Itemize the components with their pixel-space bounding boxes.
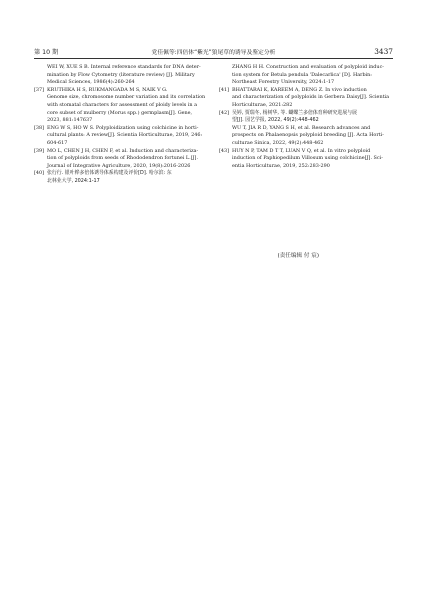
reference-text — [232, 148, 393, 171]
reference-line: induction of Paphiopedilum Villosum using colchicine[J]. Sci- — [232, 155, 383, 162]
reference-entry — [34, 125, 208, 148]
reference-line: prospects on Phalaenopsis polyploid breeding [J]. Acta Horti- — [232, 132, 384, 139]
reference-line: tion of polyploids from seeds of Rhododendron fortunei L.[J]. — [47, 155, 199, 162]
reference-number: [40] — [34, 170, 45, 177]
reference-entry — [219, 110, 393, 125]
right-column — [219, 64, 393, 170]
reference-number: [43] — [219, 147, 230, 154]
reference-line: Horticulturae, 2021:282 — [232, 101, 293, 108]
reference-line: 张行行. 银叶桦多倍体诱导体系构建及评价[D]. 哈尔滨: 东 — [47, 170, 172, 177]
reference-line: with stomatal characters for assessment of ploidy levels in a — [47, 101, 198, 108]
reference-line: tion system for Betula pendula 'Dalecarlica' [D]. Harbin: — [232, 71, 372, 78]
reference-entry — [34, 148, 208, 171]
issue-number: 第 10 期 — [34, 49, 59, 56]
reference-number: [37] — [34, 86, 45, 93]
reference-line: Journal of Integrative Agriculture, 2020, 19(8):2016-2026 — [47, 162, 191, 169]
reference-line: HUY N P, TAM D T T, LUAN V Q, et al. In vitro polyploid — [232, 147, 371, 154]
reference-line: ZHANG H H. Construction and evaluation of polyploid induc- — [232, 64, 384, 70]
running-header — [34, 44, 393, 56]
reference-text — [232, 87, 393, 110]
reference-number: [38] — [34, 124, 45, 131]
reference-line: 北林业大学, 2024:1-17 — [47, 177, 100, 184]
reference-number: [42] — [219, 109, 230, 116]
left-column — [34, 64, 208, 186]
reference-text — [47, 148, 208, 171]
reference-line: Genome size, chromosome number variation and its correlation — [47, 94, 206, 101]
reference-text — [47, 170, 208, 185]
reference-entry — [219, 148, 393, 171]
reference-number: [41] — [219, 86, 230, 93]
reference-line: and characterization of polyploids in Gerbera Daisy[J]. Scientia — [232, 94, 390, 101]
reference-line: Medical Sciences, 1986(4):260-264 — [47, 79, 135, 86]
reference-line: WEI W, XUE S B. Internal reference standards for DNA deter- — [47, 64, 201, 70]
reference-line: MO L, CHEN J H, CHEN F, et al. Induction and characteriza- — [47, 147, 199, 154]
reference-line: 604-617 — [47, 139, 68, 146]
reference-text — [232, 110, 393, 125]
reference-line: 吴婷, 贾瑞冬, 杨树华, 等. 蝴蝶兰多倍体育种研究进展与展 — [232, 109, 357, 116]
reference-line: WU T, JIA R D, YANG S H, et al. Research advances and — [232, 124, 371, 131]
reference-line: mination by Flow Cytometry (literature review) [J]. Military — [47, 71, 195, 78]
editor-note: (责任编辑 付 宸) — [277, 253, 319, 259]
reference-line: ENG W S, HO W S. Polyploidization using colchicine in horti- — [47, 124, 199, 131]
reference-line: Northeast Forestry University, 2024:1-17 — [232, 79, 335, 86]
reference-line: core subset of mulberry (Morus spp.) germplasm[J]. Gene, — [47, 109, 193, 116]
reference-text — [47, 87, 208, 125]
reference-line: 望[J]. 园艺学报, 2022, 49(2):448-462 — [232, 117, 319, 124]
reference-line: KRUTHIKA H S, RUKMANGADA M S, NAIK V G. — [47, 86, 168, 93]
reference-entry — [219, 87, 393, 110]
running-title: 党佳佩等:四倍体“紫光”狼尾草的诱导及鉴定分析 — [151, 50, 276, 56]
reference-number: [39] — [34, 147, 45, 154]
reference-line: BHATTARAI K, KAREEM A, DENG Z. In vivo induction — [232, 86, 367, 93]
reference-line: culturae Sinica, 2022, 49(2):448-462 — [232, 139, 324, 146]
header-rule — [34, 58, 393, 59]
reference-entry — [34, 87, 208, 125]
reference-line: entia Horticulturae, 2019, 252:283-290 — [232, 162, 330, 169]
reference-text — [47, 125, 208, 148]
reference-line: 2023, 881:147637 — [47, 117, 93, 124]
reference-entry — [34, 170, 208, 185]
reference-line: cultural plants: A review[J]. Scientia Horticulturae, 2019, 246: — [47, 132, 203, 139]
page-number: 3437 — [374, 47, 393, 56]
